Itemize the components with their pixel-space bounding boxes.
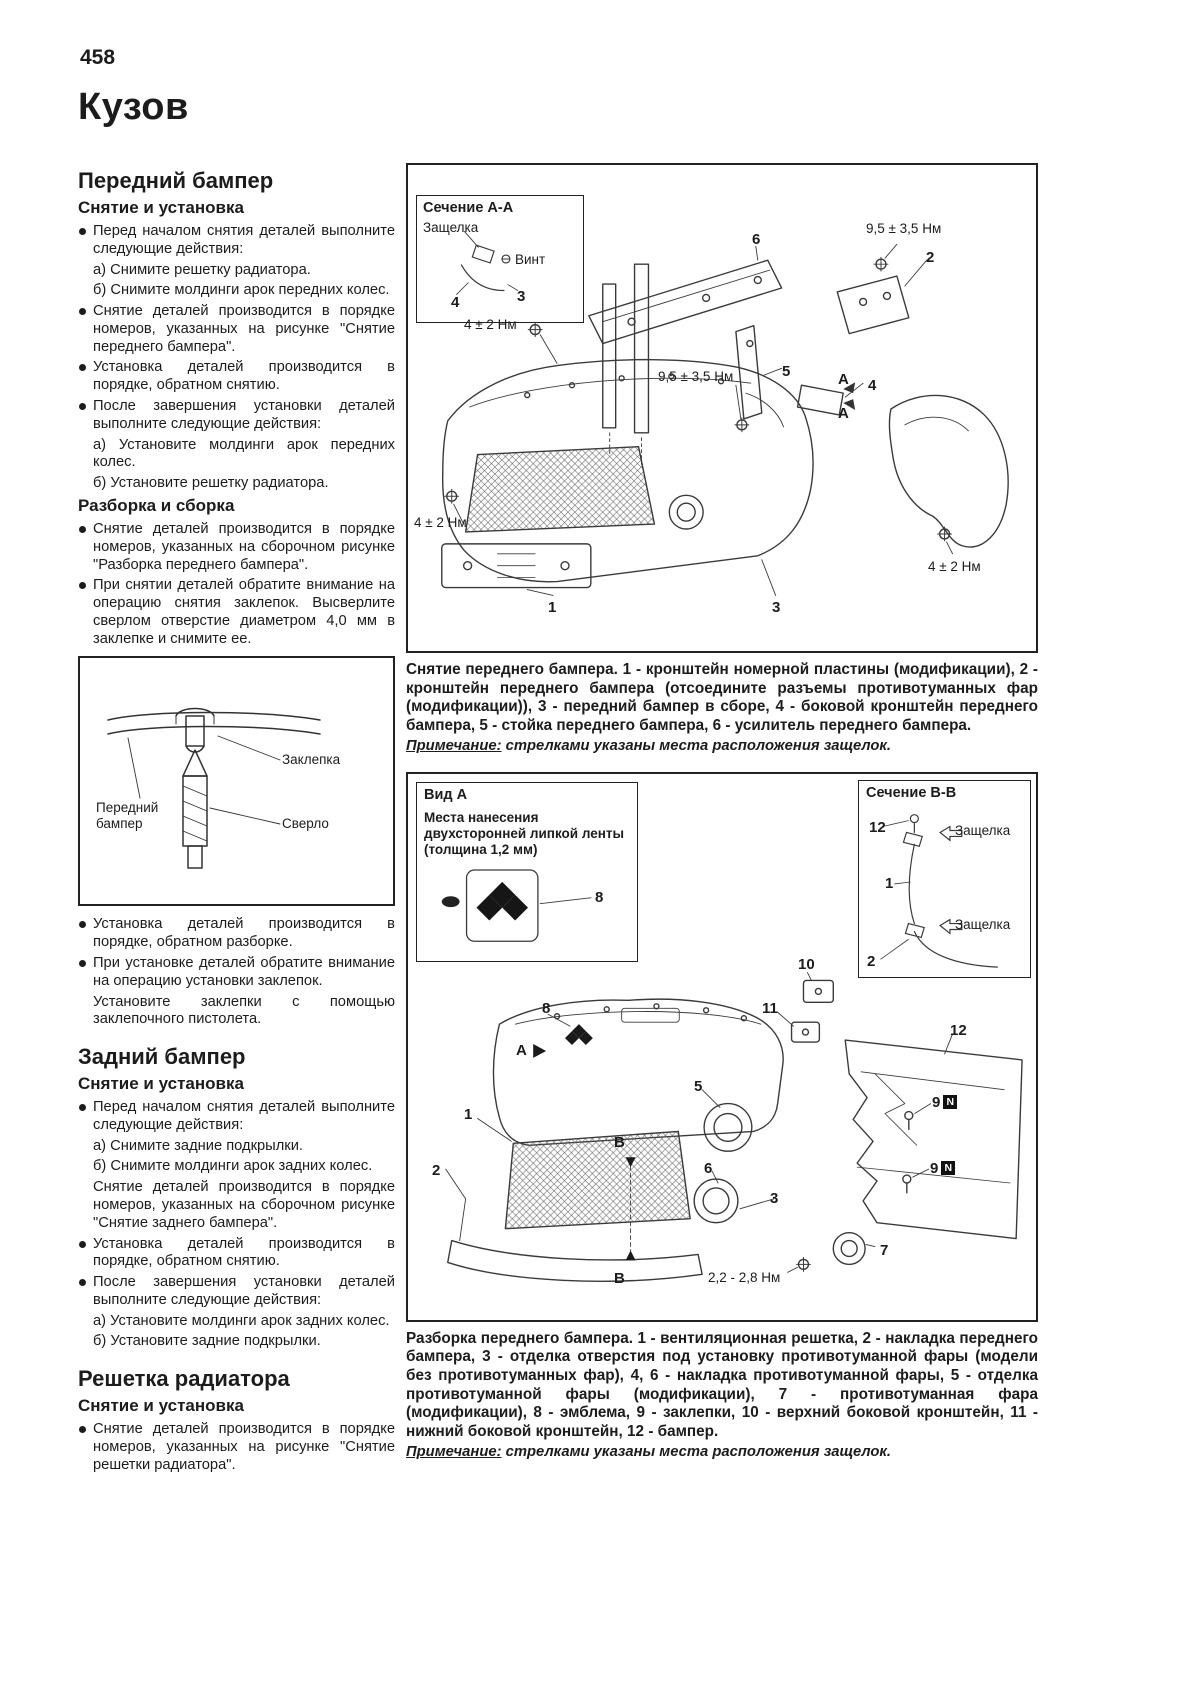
page-number: 458 <box>80 46 116 69</box>
heading-rear-bumper: Задний бампер <box>78 1044 246 1070</box>
paragraph: Перед началом снятия деталей выполните следующие действия: <box>78 1099 395 1135</box>
callout-3: 3 <box>772 599 781 616</box>
callout-a: А <box>838 405 849 422</box>
new-part-marker: N <box>941 1161 955 1175</box>
paragraph: После завершения установки деталей выполните следующие действия: <box>78 398 395 434</box>
callout-2: 2 <box>926 249 935 266</box>
callout-2: 2 <box>867 952 876 970</box>
heading-grille: Решетка радиатора <box>78 1366 290 1392</box>
figure2-note <box>406 1444 1038 1460</box>
view-a-text: Места нанесения двухсторонней липкой ленты (толщина 1,2 мм) <box>424 809 625 857</box>
callout-9-rivet <box>930 1160 955 1177</box>
note-text: стрелками указаны места расположения защелок. <box>501 737 892 754</box>
figure-front-bumper-disassembly <box>406 772 1038 1322</box>
paragraph: б) Установите задние подкрылки. <box>93 1333 321 1350</box>
heading-grille-removal: Снятие и установка <box>78 1396 244 1416</box>
label-screw: Винт <box>515 252 546 267</box>
torque-label: 4 ± 2 Нм <box>928 559 981 574</box>
callout-6: 6 <box>752 231 761 248</box>
note-label: Примечание: <box>406 737 502 754</box>
callout-1: 1 <box>885 874 894 892</box>
callout-1: 1 <box>464 1105 473 1123</box>
torque-label: 9,5 ± 3,5 Нм <box>658 369 734 384</box>
torque-label: 4 ± 2 Нм <box>414 515 467 530</box>
callout-9: 9 <box>932 1093 941 1111</box>
paragraph: Установка деталей производится в порядке, обратном снятию. <box>78 359 395 395</box>
inset-view-a-title: Вид А <box>424 786 468 803</box>
callout-b: В <box>614 1269 625 1287</box>
callout-a: А <box>838 371 849 388</box>
page-title: Кузов <box>78 86 189 128</box>
label-latch: Защелка <box>423 220 479 235</box>
callout-4: 4 <box>868 377 877 394</box>
callout-5: 5 <box>782 363 791 380</box>
figure2-caption: Разборка переднего бампера. 1 - вентиляционная решетка, 2 - накладка переднего бампера, 3 - отделка отверстия под установку противотуманной фары (модели без противотуманных фар), 4, 6 - накладка противотуманной фары, 5 - отделка противотуманной фары (модификации), 7 - противотуманная фара (модификации), 8 - эмблема, 9 - заклепки, 10 - верхний боковой кронштейн, 11 - нижний боковой кронштейн, 12 - бампер. <box>406 1329 1038 1440</box>
heading-front-disassembly: Разборка и сборка <box>78 495 235 515</box>
paragraph: а) Установите молдинги арок передних колес. <box>93 436 395 471</box>
callout-12: 12 <box>950 1021 967 1039</box>
paragraph: Снятие деталей производится в порядке номеров, указанных на рисунке "Снятие переднего бампера". <box>78 303 395 356</box>
callout-12: 12 <box>869 818 886 836</box>
callout-11: 11 <box>762 999 778 1017</box>
callout-3: 3 <box>517 288 526 305</box>
paragraph: Установка деталей производится в порядке, обратном разборке. <box>78 916 395 952</box>
callout-7: 7 <box>880 1241 889 1259</box>
paragraph: При снятии деталей обратите внимание на операцию снятия заклепок. Высверлите сверлом отверстие диаметром 4,0 мм в заклепке и снимите ее. <box>78 577 395 648</box>
heading-rear-removal: Снятие и установка <box>78 1074 244 1094</box>
label-front-bumper: Передний бампер <box>96 800 159 831</box>
label-latch: Защелка <box>955 822 1011 838</box>
note-text: стрелками указаны места расположения защелок. <box>501 1443 892 1460</box>
heading-front-removal: Снятие и установка <box>78 198 244 217</box>
callout-2: 2 <box>432 1161 441 1179</box>
paragraph: а) Снимите решетку радиатора. <box>93 261 311 278</box>
paragraph: При установке деталей обратите внимание на операцию установки заклепок. <box>78 955 395 991</box>
label-drill: Сверло <box>282 816 329 832</box>
callout-1: 1 <box>548 599 557 616</box>
figure-rivet-drill <box>78 656 395 906</box>
inset-section-aa <box>416 195 584 323</box>
paragraph: Установка деталей производится в порядке, обратном снятию. <box>78 1236 395 1272</box>
paragraph: б) Снимите молдинги арок передних колес. <box>93 282 390 299</box>
callout-a: А <box>516 1041 527 1059</box>
callout-b: В <box>614 1133 625 1151</box>
right-column <box>406 163 1038 1478</box>
new-part-marker: N <box>943 1095 957 1109</box>
torque-label: 4 ± 2 Нм <box>464 317 517 332</box>
inset-section-bb <box>858 780 1031 978</box>
inset-bb-title: Сечение В-В <box>866 784 957 801</box>
paragraph: б) Установите решетку радиатора. <box>93 475 329 492</box>
inset-view-a <box>416 782 638 962</box>
label-rivet: Заклепка <box>282 752 341 768</box>
callout-4: 4 <box>451 294 460 311</box>
figure1-note <box>406 738 1038 754</box>
left-column <box>78 168 395 1478</box>
callout-9-rivet <box>932 1094 957 1111</box>
heading-front-bumper: Передний бампер <box>78 168 274 193</box>
paragraph: а) Установите молдинги арок задних колес. <box>93 1312 390 1329</box>
inset-aa-title: Сечение А-А <box>423 200 514 216</box>
paragraph: а) Снимите задние подкрылки. <box>93 1137 304 1154</box>
label-latch: Защелка <box>955 916 1011 932</box>
callout-8: 8 <box>542 999 551 1017</box>
rivet-drill-drawing <box>80 658 393 904</box>
paragraph: б) Снимите молдинги арок задних колес. <box>93 1158 373 1175</box>
note-label: Примечание: <box>406 1443 502 1460</box>
torque-label: 2,2 - 2,8 Нм <box>708 1269 781 1285</box>
figure-front-bumper-removal <box>406 163 1038 653</box>
callout-9: 9 <box>930 1159 939 1177</box>
callout-3: 3 <box>770 1189 779 1207</box>
torque-label: 9,5 ± 3,5 Нм <box>866 221 942 236</box>
callout-8: 8 <box>595 888 604 906</box>
callout-6: 6 <box>704 1159 713 1177</box>
callout-5: 5 <box>694 1077 703 1095</box>
paragraph: После завершения установки деталей выполните следующие действия: <box>78 1274 395 1310</box>
callout-10: 10 <box>798 955 815 973</box>
paragraph: Снятие деталей производится в порядке номеров, указанных на сборочном рисунке "Снятие заднего бампера". <box>93 1179 395 1231</box>
figure1-caption: Снятие переднего бампера. 1 - кронштейн номерной пластины (модификации), 2 - кронштейн переднего бампера (отсоедините разъемы противотуманных фар (модификации)), 3 - передний бампер в сборе, 4 - боковой кронштейн переднего бампера, 5 - стойка переднего бампера, 6 - усилитель переднего бампера. <box>406 661 1038 734</box>
paragraph: Установите заклепки с помощью заклепочного пистолета. <box>93 993 395 1028</box>
paragraph: Перед началом снятия деталей выполните следующие действия: <box>78 223 395 259</box>
paragraph: Снятие деталей производится в порядке номеров, указанных на сборочном рисунке "Разборка переднего бампера". <box>78 521 395 574</box>
paragraph: Снятие деталей производится в порядке номеров, указанных на рисунке "Снятие решетки радиатора". <box>78 1421 395 1474</box>
